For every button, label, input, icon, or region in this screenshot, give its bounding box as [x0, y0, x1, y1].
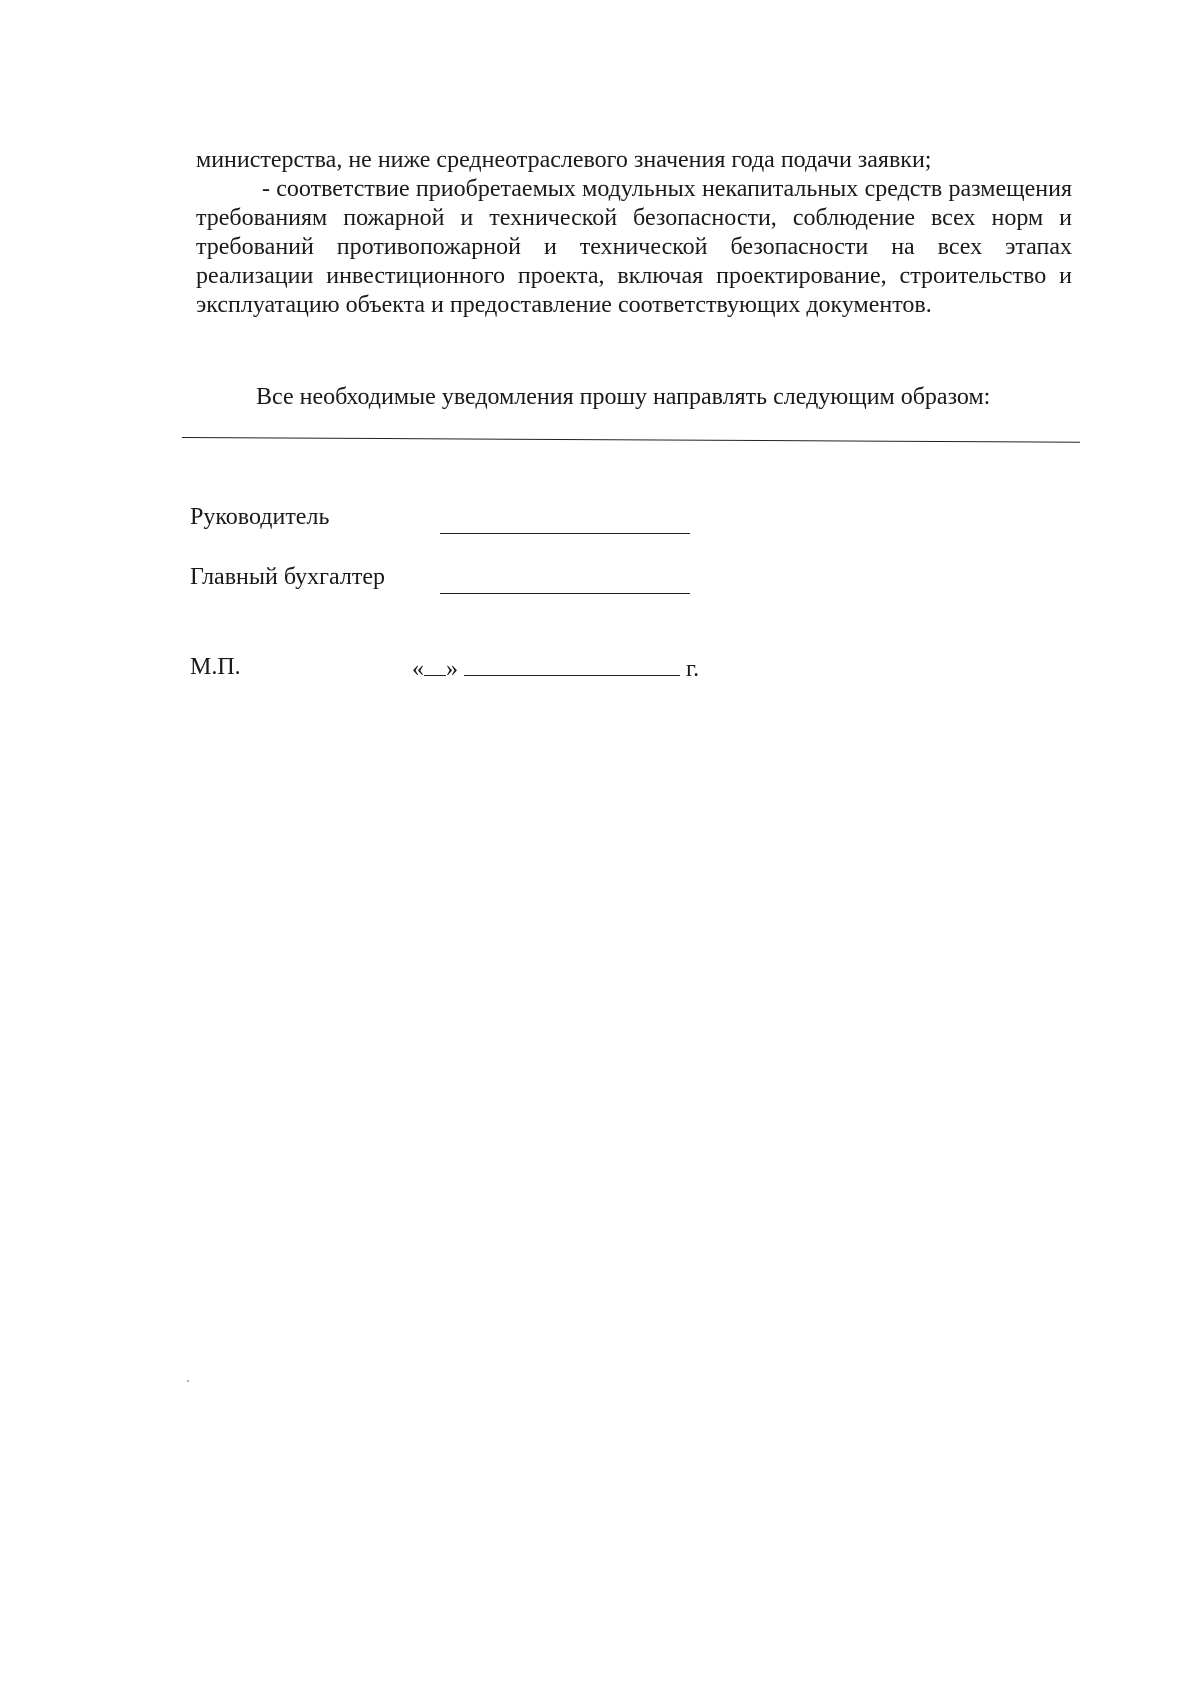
paragraph-notifications: Все необходимые уведомления прошу направлять следующим образом:	[256, 384, 991, 410]
date-month-year-blank	[464, 655, 680, 676]
chief-accountant-label: Главный бухгалтер	[190, 564, 385, 590]
head-label: Руководитель	[190, 504, 330, 530]
date-open-quote: «	[412, 656, 424, 682]
chief-accountant-signature-line	[440, 593, 690, 594]
notification-address-line	[182, 437, 1080, 443]
paragraph-compliance: - соответствие приобретаемых модульных некапитальных средств размещения требованиям пожарной и технической безопасности, соблюдение всех норм и требований противопожарной и технической безопасности на всех этапах реализации инвестиционного проекта, включая проектирование, строительство и эксплуатацию объекта и предоставление соответствующих документов.	[196, 176, 1072, 318]
head-signature-line	[440, 533, 690, 534]
date-block	[412, 655, 699, 684]
date-close-quote: »	[446, 656, 458, 682]
date-day-blank	[424, 655, 446, 676]
paragraph-continuation: министерства, не ниже среднеотраслевого значения года подачи заявки;	[196, 147, 932, 173]
scan-speck	[187, 1380, 189, 1382]
date-year-suffix: г.	[686, 656, 700, 682]
stamp-place-label: М.П.	[190, 654, 241, 680]
